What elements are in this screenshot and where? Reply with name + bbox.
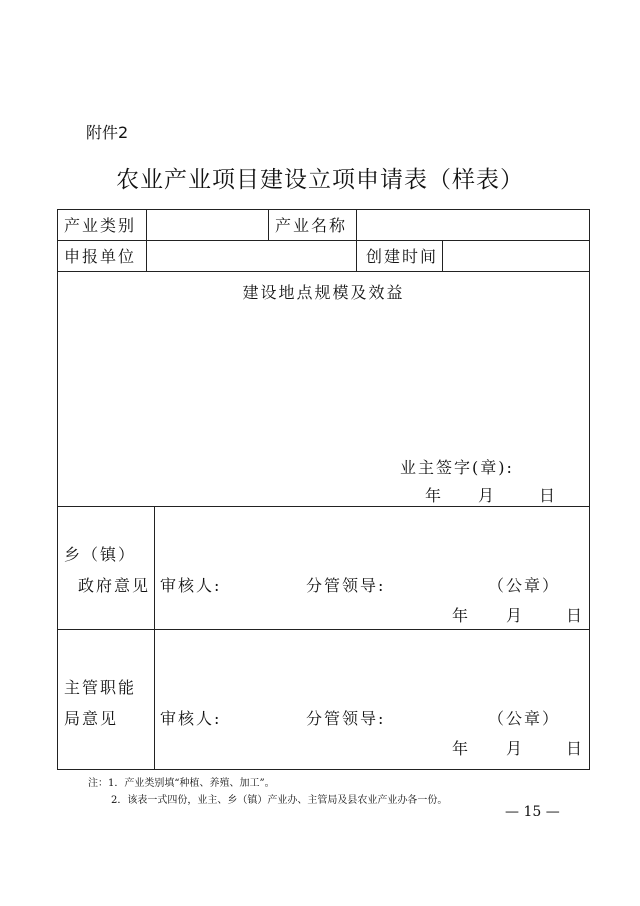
form-title: 农业产业项目建设立项申请表（样表） (116, 167, 524, 193)
township-label-line2: 政府意见 (78, 576, 151, 595)
date-year: 年 (425, 486, 444, 505)
owner-signature-label: 业主签字(章): (400, 458, 514, 477)
location-scale-benefit-heading: 建设地点规模及效益 (242, 283, 405, 302)
creation-time-label: 创建时间 (366, 247, 439, 266)
date-month: 月 (478, 486, 497, 505)
bureau-label-line2: 局意见 (64, 709, 119, 728)
industry-category-label: 产业类别 (64, 216, 137, 235)
row-divider (58, 629, 589, 630)
column-divider (154, 506, 155, 770)
date-year: 年 (452, 739, 471, 758)
row-divider (58, 271, 589, 272)
township-seal-label: （公章） (488, 576, 561, 595)
column-divider (268, 210, 269, 240)
bureau-label-line1: 主管职能 (64, 678, 137, 697)
date-month: 月 (506, 739, 525, 758)
applicant-unit-label: 申报单位 (64, 247, 137, 266)
township-leader-label: 分管领导: (306, 576, 386, 595)
date-month: 月 (506, 606, 525, 625)
date-year: 年 (452, 606, 471, 625)
column-divider (356, 210, 357, 240)
application-form-table (57, 209, 590, 770)
date-day: 日 (539, 486, 558, 505)
bureau-seal-label: （公章） (488, 709, 561, 728)
column-divider (146, 210, 147, 240)
row-divider (58, 240, 589, 241)
page-number: — 15 — (505, 804, 560, 820)
row-divider (58, 506, 589, 507)
attachment-label: 附件2 (86, 123, 129, 142)
date-day: 日 (566, 606, 585, 625)
township-label-line1: 乡（镇） (64, 545, 137, 564)
column-divider (146, 240, 147, 271)
industry-name-label: 产业名称 (275, 216, 348, 235)
township-reviewer-label: 审核人: (160, 576, 222, 595)
bureau-reviewer-label: 审核人: (160, 709, 222, 728)
column-divider (442, 240, 443, 271)
footnote-1: 注：1．产业类别填“种植、养殖、加工”。 (88, 778, 275, 789)
column-divider (356, 240, 357, 271)
bureau-leader-label: 分管领导: (306, 709, 386, 728)
footnote-2: 2．该表一式四份，业主、乡（镇）产业办、主管局及县农业产业办各一份。 (111, 795, 448, 806)
date-day: 日 (566, 739, 585, 758)
